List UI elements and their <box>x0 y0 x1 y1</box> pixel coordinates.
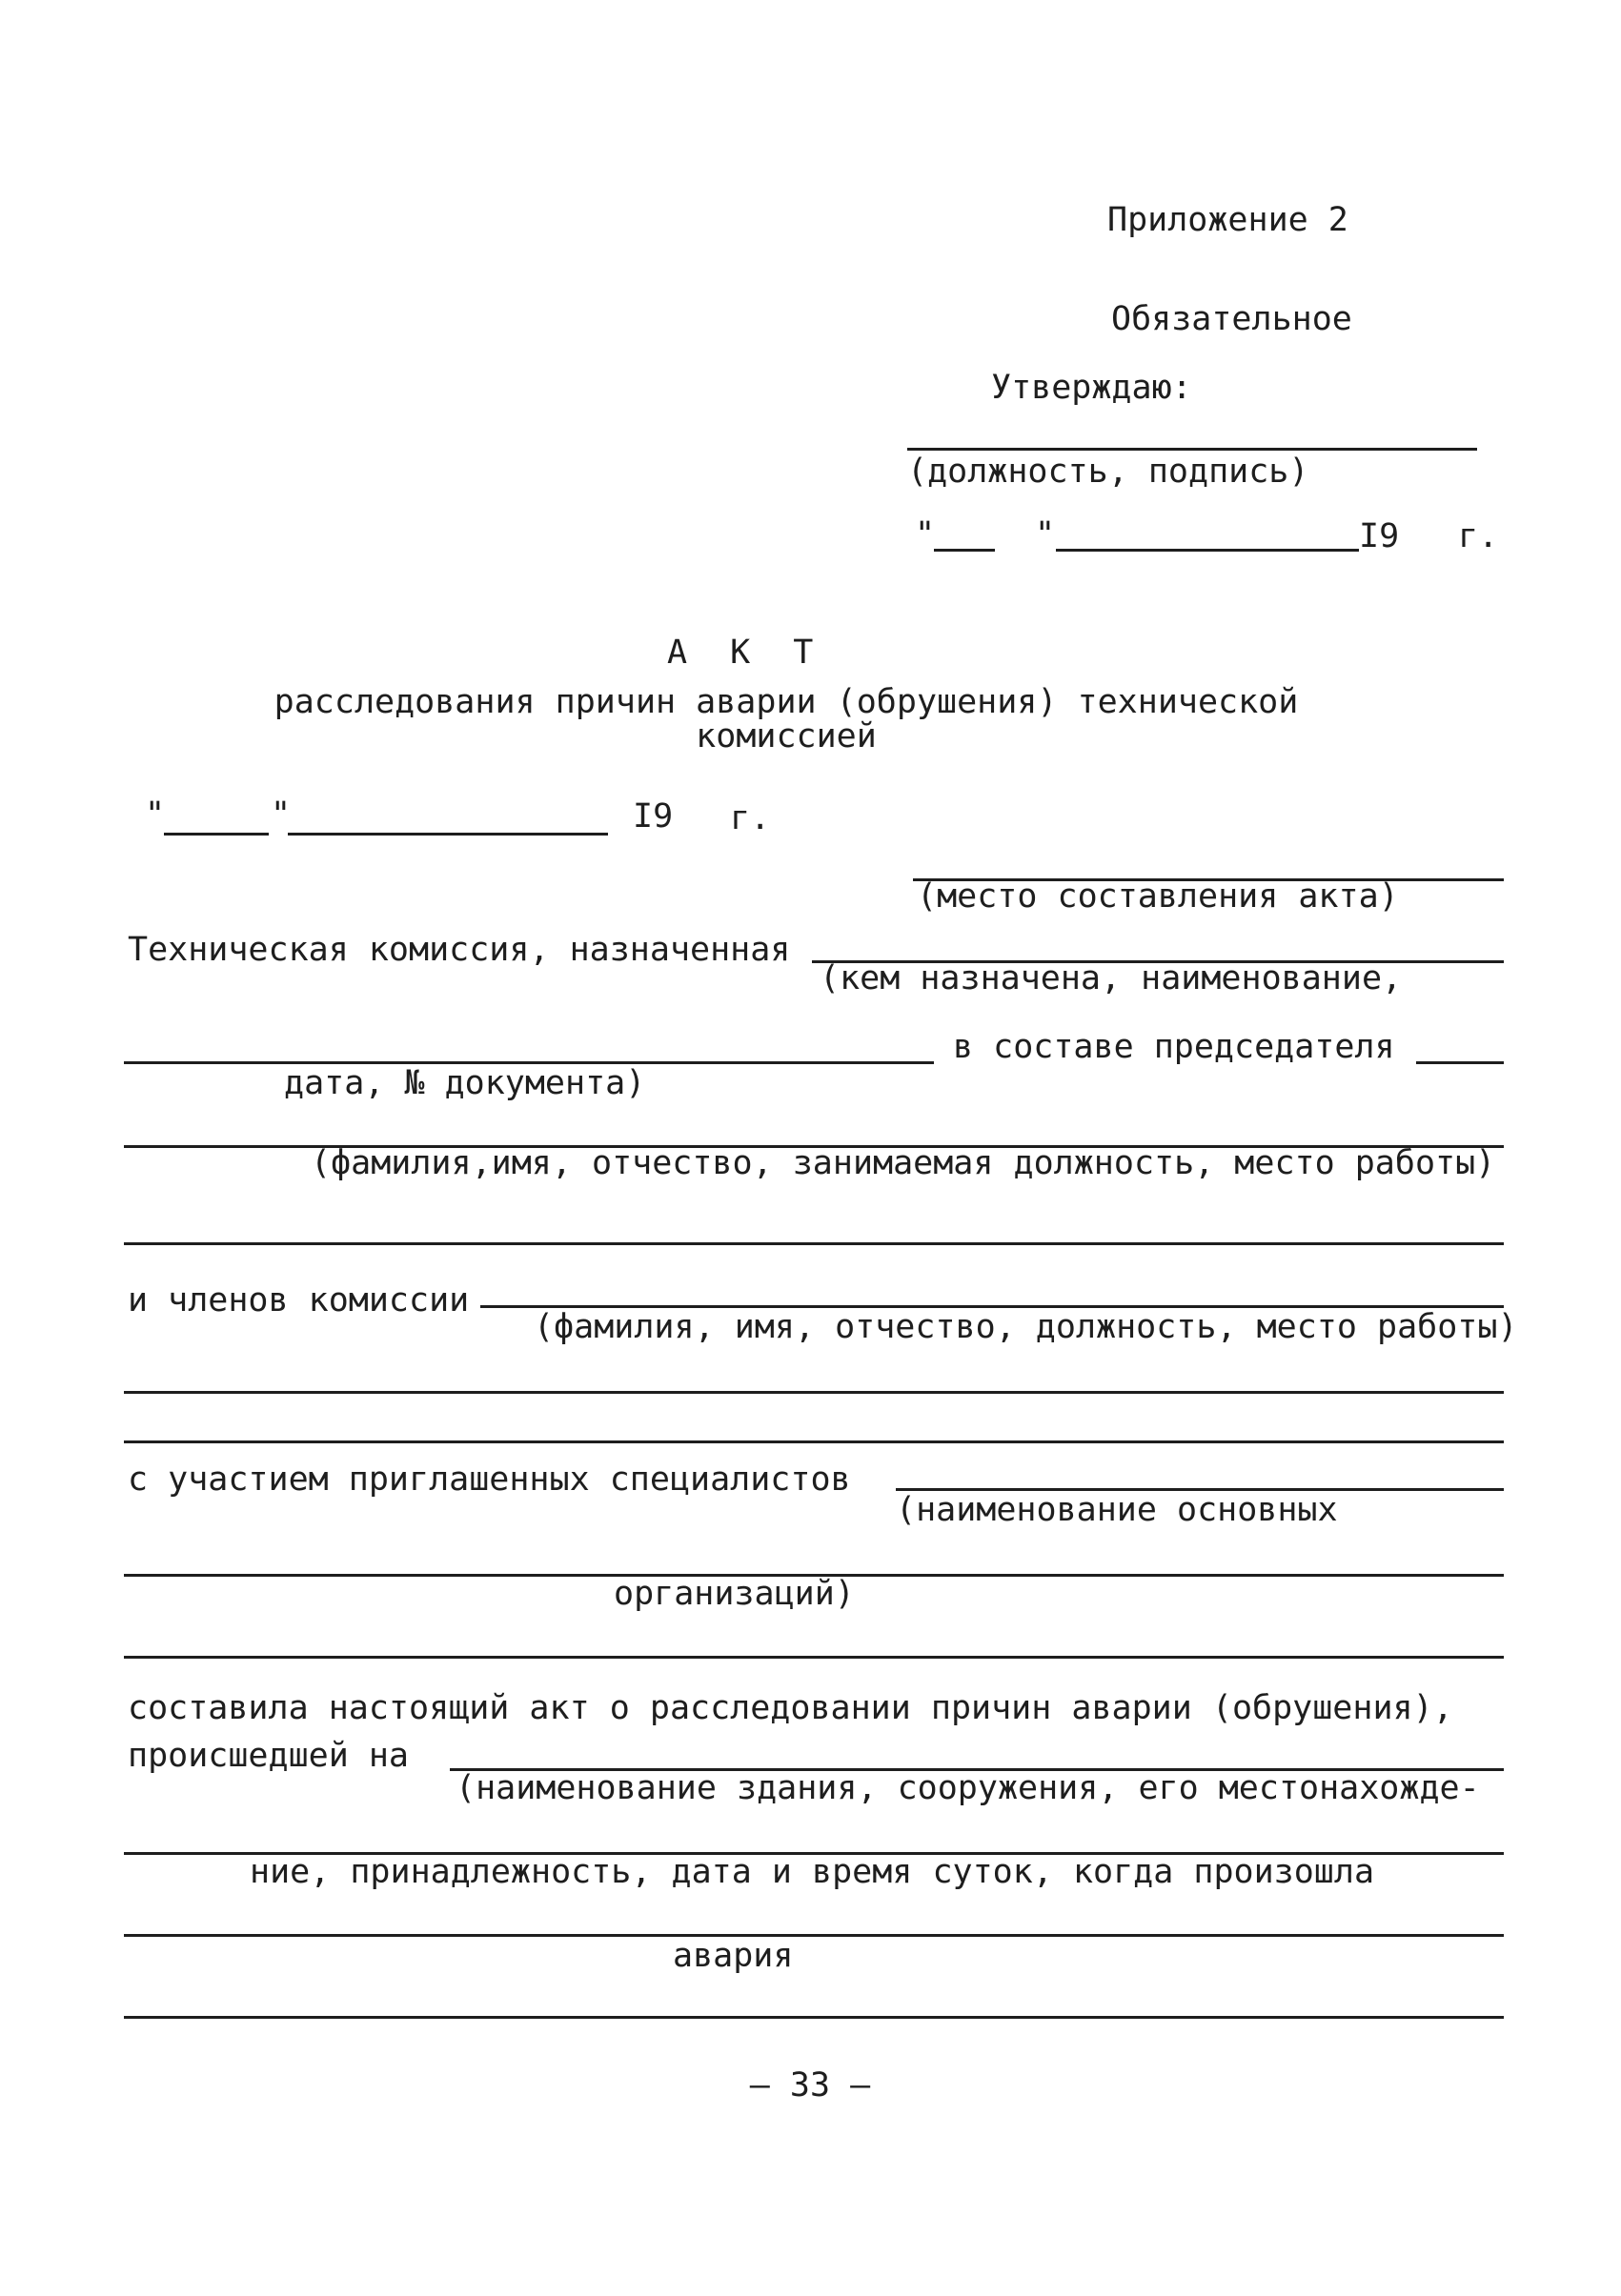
act-year-suffix: г. <box>730 799 771 837</box>
act-date-quote-close: " <box>271 796 292 834</box>
place-hint: (место составления акта) <box>917 877 1399 916</box>
orgs-extra-line <box>124 1656 1504 1659</box>
object-hint-3: авария <box>673 1937 794 1975</box>
chair-short-line <box>1416 1061 1504 1064</box>
act-subtitle-line2: комиссией <box>696 717 877 755</box>
appointment-document-field[interactable] <box>124 1017 934 1063</box>
members-extra-field-2[interactable] <box>124 1399 1504 1444</box>
position-signature-line <box>907 448 1477 451</box>
object-field-2[interactable] <box>124 1808 1504 1854</box>
approve-month-field[interactable] <box>1056 505 1359 551</box>
members-label: и членов комиссии <box>128 1281 470 1319</box>
object-hint-2: ние, принадлежность, дата и время суток, когда произошла <box>250 1853 1375 1891</box>
chair-extra-line <box>124 1242 1504 1245</box>
object-field-3[interactable] <box>124 1892 1504 1938</box>
appointed-by-hint: (кем назначена, наименование, <box>820 959 1403 997</box>
object-field[interactable] <box>450 1726 1504 1772</box>
commission-label: Техническая комиссия, назначенная <box>128 931 791 969</box>
chair-label: в составе председателя <box>953 1028 1395 1066</box>
specialists-field[interactable] <box>896 1448 1504 1494</box>
act-day-field[interactable] <box>164 789 269 835</box>
compiled-text: составила настоящий акт о расследовании причин аварии (обрушения), <box>128 1689 1453 1727</box>
act-month-line <box>288 833 608 836</box>
mandatory-label: Обязательное <box>1111 300 1352 338</box>
page-number: – 33 – <box>749 2066 871 2105</box>
approve-day-field[interactable] <box>934 505 995 551</box>
approve-year-prefix: I9 <box>1359 517 1400 555</box>
chair-extra-field[interactable] <box>124 1200 1504 1246</box>
orgs-hint-1: (наименование основных <box>896 1491 1338 1529</box>
orgs-extra-field[interactable] <box>124 1614 1504 1660</box>
act-month-field[interactable] <box>288 789 608 835</box>
object-line-4 <box>124 2016 1504 2019</box>
object-hint-1: (наименование здания, сооружения, его местонахожде- <box>456 1769 1480 1807</box>
members-extra-field-1[interactable] <box>124 1349 1504 1395</box>
chair-field[interactable] <box>124 1101 1504 1147</box>
object-field-4[interactable] <box>124 1974 1504 2020</box>
orgs-hint-2: организаций) <box>614 1575 855 1613</box>
chair-short-field[interactable] <box>1416 1017 1504 1063</box>
appendix-label: Приложение 2 <box>1107 201 1348 239</box>
members-field[interactable] <box>480 1263 1504 1309</box>
act-subtitle-line1: расследования причин аварии (обрушения) технической <box>274 683 1299 721</box>
specialists-label: с участием приглашенных специалистов <box>128 1460 851 1499</box>
approve-date-quote-close: " <box>1035 515 1056 554</box>
members-extra-line-1 <box>124 1391 1504 1394</box>
date-doc-hint: дата, № документа) <box>284 1064 646 1102</box>
position-signature-hint: (должность, подпись) <box>907 453 1309 491</box>
approve-date-quote-open: " <box>915 515 936 554</box>
members-hint: (фамилия, имя, отчество, должность, место работы) <box>534 1308 1518 1346</box>
act-title: А К Т <box>667 634 825 672</box>
occurred-label: происшедшей на <box>128 1737 410 1775</box>
chair-hint: (фамилия,имя, отчество, занимаемая должность, место работы) <box>311 1144 1496 1182</box>
approve-month-line <box>1056 549 1359 552</box>
act-year-prefix: I9 <box>633 797 674 836</box>
approve-label: Утверждаю: <box>991 369 1192 407</box>
approve-day-line <box>934 549 995 552</box>
act-date-quote-open: " <box>145 796 166 834</box>
object-line-3 <box>124 1934 1504 1937</box>
approve-year-suffix: г. <box>1458 517 1499 555</box>
orgs-field[interactable] <box>124 1532 1504 1578</box>
act-day-line <box>164 833 269 836</box>
members-extra-line-2 <box>124 1440 1504 1443</box>
